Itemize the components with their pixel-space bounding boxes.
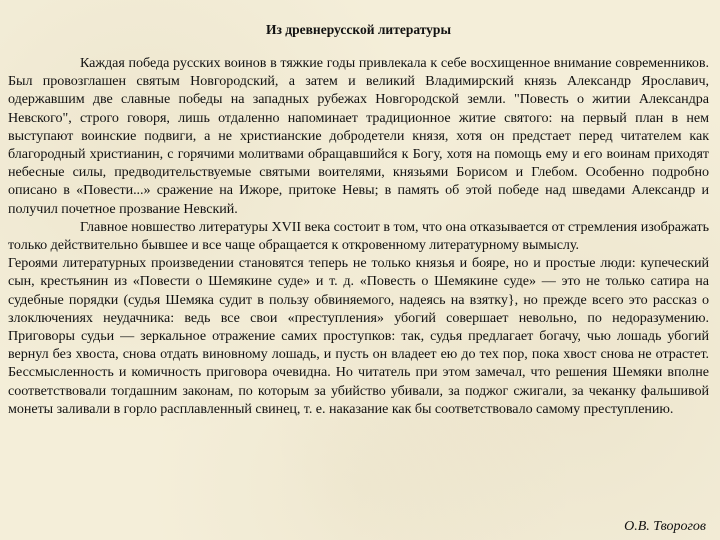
paragraph-xvii-century: Главное новшество литературы XVII века состоит в том, что она отказывается от стремления изображать только действительно бывшее и все чаще обращается к откровенному литературному вымыслу. [8,218,709,254]
paragraph-shemyaka-court: Героями литературных произведении становятся теперь не только князья и бояре, но и простые люди: купеческий сын, крестьянин из «Повести о Шемякине суде» и т. д. «Повесть о Шемякине суде» — это не только сатира на судебные порядки (судья Шемяка судит в пользу обвиняемого, надеясь на взятку}, но прежде всего это рассказ о злоключениях неудачника: ведь все свои «преступления» убогий совершает невольно, по недоразумению. Приговоры судьи — зеркальное отражение самих проступков: так, судья предлагает богачу, чью лошадь убогий вернул без хвоста, снова отдать виновному лошадь, и пусть он владеет ею до тех пор, пока хвост снова не отрастет. Бессмысленность и комичность приговора очевидна. Но читатель при этом замечал, что решения Шемяки вполне соответствовали тогдашним законам, по которым за убийство убивали, за поджог сжигали, за чеканку фальшивой монеты заливали в горло расплавленный свинец, т. е. наказание как бы соответствовало самому преступлению. [8,255,709,417]
paragraph-alexander-nevsky: Каждая победа русских воинов в тяжкие годы привлекала к себе восхищенное внимание современников. Был провозглашен святым Новгородский, а затем и великий Владимирский князь Александр Ярославич, одержавшим две славные победы на западных рубежах Новгородской земли. "Повесть о житии Александра Невского", строго говоря, лишь отдаленно напоминает традиционное житие святого: на первый план в нем выступают воинские подвиги, а не христианские добродетели князя, хотя он предстает перед читателем как благородный христианин, с горячими молитвами обращавшийся к Богу, хотя на помощь ему и его воинам приходят небесные силы, предводительствуемые святыми воителями, князьями Борисом и Глебом. Особенно подробно описано в «Повести...» сражение на Ижоре, притоке Невы; в память об этой победе над шведами Александр и получил почетное прозвание Невский. [8,55,709,217]
document-title: Из древнерусской литературы [266,22,451,37]
author-signature: О.В. Творогов [624,519,706,534]
